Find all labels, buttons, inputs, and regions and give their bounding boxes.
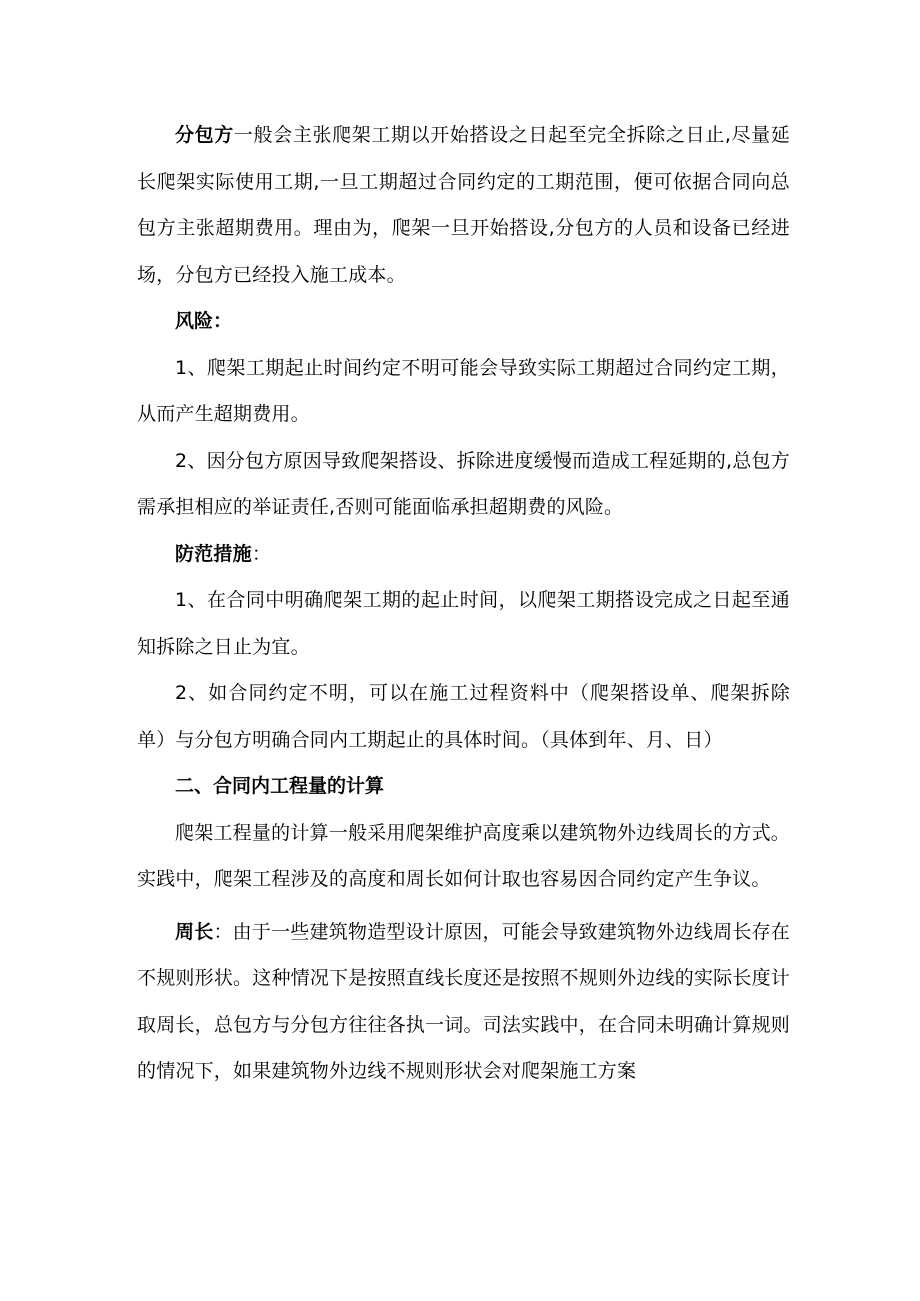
prevention-item-1: 1、在合同中明确爬架工期的起止时间，以爬架工期搭设完成之日起至通知拆除之日止为宜。	[137, 589, 790, 658]
subcontractor-label: 分包方	[175, 124, 234, 146]
paragraph-subcontractor-claim	[137, 112, 790, 298]
paragraph-quantity-calculation: 爬架工程量的计算一般采用爬架维护高度乘以建筑物外边线周长的方式。实践中，爬架工程涉及的高度和周长如何计取也容易因合同约定产生争议。	[137, 821, 790, 890]
section-heading-quantity: 二、合同内工程量的计算	[175, 775, 385, 797]
paragraph-perimeter	[137, 909, 790, 1095]
risk-heading: 风险：	[175, 310, 233, 332]
perimeter-text: ：由于一些建筑物造型设计原因，可能会导致建筑物外边线周长存在不规则形状。这种情况下是按照直线长度还是按照不规则外边线的实际长度计取周长，总包方与分包方往往各执一词。司法实践中，在合同未明确计算规则的情况下，如果建筑物外边线不规则形状会对爬架施工方案	[137, 920, 790, 1082]
prevention-item-2: 2、如合同约定不明，可以在施工过程资料中（爬架搭设单、爬架拆除单）与分包方明确合同内工期起止的具体时间。（具体到年、月、日）	[137, 682, 790, 751]
prevention-heading	[137, 531, 790, 578]
prevention-heading-colon: ：	[251, 542, 272, 565]
perimeter-label: 周长	[175, 920, 214, 943]
subcontractor-claim-text: 一般会主张爬架工期以开始搭设之日起至完全拆除之日止,尽量延长爬架实际使用工期,一旦工期超过合同约定的工期范围，便可依据合同向总包方主张超期费用。理由为，爬架一旦开始搭设,分包方的人员和设备已经进场，分包方已经投入施工成本。	[137, 124, 790, 286]
risk-item-1: 1、爬架工期起止时间约定不明可能会导致实际工期超过合同约定工期，从而产生超期费用。	[137, 356, 790, 425]
risk-item-2: 2、因分包方原因导致爬架搭设、拆除进度缓慢而造成工程延期的,总包方需承担相应的举证责任,否则可能面临承担超期费的风险。	[137, 449, 790, 518]
prevention-heading-label: 防范措施	[175, 542, 252, 565]
